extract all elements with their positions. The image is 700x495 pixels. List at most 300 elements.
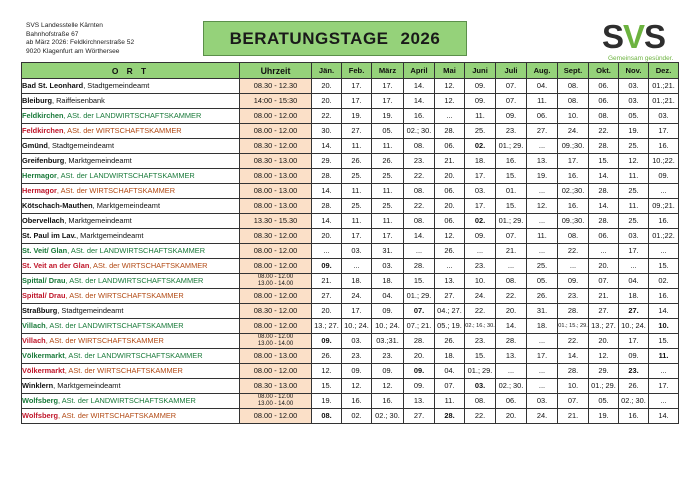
date-value: 26. — [444, 336, 455, 345]
date-cell — [312, 379, 342, 394]
time-slot: 08.00 - 12.00 — [253, 411, 298, 420]
time-cell — [240, 94, 312, 109]
date-cell — [496, 349, 527, 364]
location-name: St. Veit an der Glan — [22, 261, 90, 270]
date-value: 11. — [537, 96, 547, 105]
date-cell — [589, 319, 619, 334]
date-cell — [312, 289, 342, 304]
date-cell — [558, 199, 589, 214]
date-cell — [435, 259, 465, 274]
date-value: 24. — [567, 126, 579, 135]
date-cell — [496, 364, 527, 379]
table-row — [22, 184, 679, 199]
date-cell — [372, 364, 404, 379]
date-value: ... — [630, 261, 637, 270]
time-cell — [240, 274, 312, 289]
date-cell — [527, 319, 558, 334]
time-slot: 08.30 - 12.30 — [253, 81, 298, 90]
date-cell — [465, 259, 496, 274]
location-suffix: , ASt. der WIRTSCHAFTSKAMMER — [89, 261, 208, 270]
date-cell — [372, 289, 404, 304]
column-header-month: März — [372, 63, 404, 79]
time-cell — [240, 154, 312, 169]
table-row — [22, 244, 679, 259]
date-cell — [435, 184, 465, 199]
date-cell — [342, 199, 372, 214]
date-cell — [342, 259, 372, 274]
time-cell — [240, 379, 312, 394]
location-name: Greifenburg — [22, 156, 65, 165]
date-cell — [649, 154, 679, 169]
date-cell — [496, 229, 527, 244]
time-cell — [240, 409, 312, 424]
date-value: 03. — [628, 96, 639, 105]
date-cell — [372, 124, 404, 139]
date-cell — [435, 364, 465, 379]
date-value: 27. — [444, 291, 455, 300]
time-slot: 08.00 - 12.00 — [253, 366, 298, 375]
date-cell — [527, 349, 558, 364]
date-cell — [649, 409, 679, 424]
location-name: Feldkirchen — [22, 111, 64, 120]
location-name: Feldkirchen — [22, 126, 64, 135]
date-cell — [589, 259, 619, 274]
date-value: 05. — [598, 396, 609, 405]
date-cell — [312, 364, 342, 379]
date-value: 22. — [474, 411, 486, 420]
header-row — [22, 63, 679, 79]
date-value: 14. — [413, 81, 425, 90]
date-cell — [312, 304, 342, 319]
location-suffix: , ASt. der WIRTSCHAFTSKAMMER — [65, 291, 184, 300]
date-cell — [312, 199, 342, 214]
date-cell — [465, 349, 496, 364]
date-value: 25. — [382, 201, 393, 210]
location-cell — [22, 334, 240, 349]
location-suffix: , ASt. der LANDWIRTSCHAFTSKAMMER — [58, 396, 196, 405]
location-suffix: , ASt. der LANDWIRTSCHAFTSKAMMER — [45, 321, 184, 330]
date-cell — [527, 409, 558, 424]
date-value: 14. — [658, 411, 669, 420]
location-suffix: , ASt. der WIRTSCHAFTSKAMMER — [58, 411, 177, 420]
date-cell — [527, 169, 558, 184]
date-cell — [496, 79, 527, 94]
date-value: 20. — [321, 96, 332, 105]
date-value: 18. — [444, 351, 455, 360]
date-cell — [527, 394, 558, 409]
logo-letter-accent: V — [623, 18, 645, 55]
date-cell — [342, 79, 372, 94]
location-cell — [22, 139, 240, 154]
date-value: 11. — [628, 171, 639, 180]
location-cell — [22, 79, 240, 94]
time-cell — [240, 124, 312, 139]
date-cell — [342, 289, 372, 304]
date-value: 22. — [321, 111, 332, 120]
date-value: 20. — [444, 171, 455, 180]
date-value: 12. — [444, 231, 455, 240]
location-name: Bad St. Leonhard — [22, 81, 84, 90]
column-header-month: Juli — [496, 63, 527, 79]
date-value: ... — [660, 186, 667, 195]
date-cell — [435, 304, 465, 319]
date-value: 07. — [413, 306, 425, 315]
date-value: 12. — [536, 201, 548, 210]
date-value: 17. — [382, 231, 393, 240]
date-value: 09. — [413, 381, 425, 390]
location-suffix: , ASt. der LANDWIRTSCHAFTSKAMMER — [65, 276, 204, 285]
date-value: 11. — [351, 216, 362, 225]
date-cell — [649, 109, 679, 124]
location-cell — [22, 184, 240, 199]
date-value: 14. — [505, 321, 517, 330]
date-value: 15. — [321, 381, 332, 390]
location-suffix: , Marktgemeindeamt — [76, 231, 144, 240]
date-value: 14. — [567, 351, 579, 360]
table-row — [22, 154, 679, 169]
date-cell — [465, 274, 496, 289]
date-cell — [342, 334, 372, 349]
date-value: 14. — [321, 141, 332, 150]
date-value: ... — [353, 261, 360, 270]
time-cell — [240, 319, 312, 334]
date-value: 25. — [351, 201, 362, 210]
date-cell — [312, 184, 342, 199]
date-cell — [435, 394, 465, 409]
date-value: 25. — [351, 171, 362, 180]
column-header-month: Feb. — [342, 63, 372, 79]
date-value: 25. — [382, 171, 393, 180]
date-cell — [496, 139, 527, 154]
location-cell — [22, 394, 240, 409]
date-cell — [527, 214, 558, 229]
date-cell — [372, 304, 404, 319]
time-slot: 08.00 - 12.00 — [253, 126, 298, 135]
date-value: 18. — [628, 291, 639, 300]
date-value: 15. — [505, 171, 517, 180]
date-value: ... — [538, 141, 546, 150]
date-value: 28. — [567, 306, 579, 315]
date-cell — [496, 409, 527, 424]
date-cell — [404, 364, 435, 379]
date-value: 17. — [628, 336, 639, 345]
date-cell — [589, 199, 619, 214]
location-cell — [22, 169, 240, 184]
date-value: 10.; 24. — [344, 321, 369, 330]
location-suffix: , Stadtgemeindeamt — [57, 306, 124, 315]
date-cell — [404, 244, 435, 259]
date-cell — [589, 304, 619, 319]
table-row — [22, 394, 679, 409]
date-value: ... — [600, 246, 607, 255]
date-value: 12. — [382, 381, 393, 390]
column-header-month: Okt. — [589, 63, 619, 79]
date-value: 17. — [382, 81, 393, 90]
date-value: 26. — [444, 246, 455, 255]
date-value: 12. — [444, 81, 455, 90]
date-value: 07. — [567, 396, 579, 405]
date-cell — [342, 394, 372, 409]
date-cell — [649, 184, 679, 199]
time-slot: 08.00 - 12.00 — [253, 261, 298, 270]
date-value: 31. — [536, 306, 548, 315]
date-cell — [404, 154, 435, 169]
time-slot: 08.00 - 12.00 — [253, 291, 298, 300]
date-cell — [435, 214, 465, 229]
logo-letter: S — [644, 18, 666, 55]
date-cell — [649, 229, 679, 244]
address-line: ab März 2026: Feldkirchnerstraße 52 — [26, 39, 135, 47]
date-cell — [312, 229, 342, 244]
date-value: 26. — [536, 291, 548, 300]
date-value: 23. — [351, 351, 362, 360]
date-cell — [496, 304, 527, 319]
date-value: 16. — [382, 396, 393, 405]
date-cell — [589, 349, 619, 364]
date-value: 15. — [413, 276, 425, 285]
date-cell — [404, 229, 435, 244]
date-cell — [435, 349, 465, 364]
date-cell — [649, 304, 679, 319]
location-suffix: , Marktgemeindeamt — [92, 201, 161, 210]
date-cell — [649, 274, 679, 289]
date-cell — [496, 244, 527, 259]
date-cell — [496, 169, 527, 184]
date-cell — [372, 244, 404, 259]
date-cell — [496, 94, 527, 109]
location-name: St. Paul im Lav. — [22, 231, 77, 240]
date-value: 17. — [382, 96, 393, 105]
date-value: 06. — [598, 231, 609, 240]
date-cell — [589, 154, 619, 169]
date-cell — [619, 349, 649, 364]
date-cell — [619, 274, 649, 289]
date-value: 14. — [413, 96, 425, 105]
date-cell — [558, 349, 589, 364]
date-cell — [619, 259, 649, 274]
location-name: Hermagor — [22, 171, 57, 180]
date-cell — [342, 379, 372, 394]
column-header-month: Juni — [465, 63, 496, 79]
date-cell — [435, 409, 465, 424]
table-row — [22, 349, 679, 364]
date-value: 20. — [413, 351, 425, 360]
date-value: 23. — [567, 291, 579, 300]
date-cell — [496, 289, 527, 304]
date-value: 23. — [505, 126, 517, 135]
table-row — [22, 379, 679, 394]
date-cell — [372, 94, 404, 109]
date-value: 13. — [505, 351, 517, 360]
date-value: 01. — [505, 186, 517, 195]
date-value: 10.;22. — [652, 156, 675, 165]
date-value: 24. — [536, 411, 548, 420]
date-value: 02.; 30. — [406, 126, 432, 135]
date-value: 20. — [598, 336, 609, 345]
date-value: 16. — [567, 201, 579, 210]
date-value: 14. — [598, 171, 609, 180]
date-value: 03. — [351, 246, 362, 255]
date-value: 01.; 29. — [498, 216, 524, 225]
date-value: 16. — [658, 141, 669, 150]
date-cell — [649, 349, 679, 364]
date-cell — [372, 169, 404, 184]
date-cell — [404, 334, 435, 349]
date-value: 13. — [444, 276, 455, 285]
column-header-ort: O R T — [22, 63, 240, 79]
date-cell — [527, 199, 558, 214]
date-value: 05. — [536, 276, 548, 285]
location-name: Villach — [22, 321, 46, 330]
location-name: St. Veit/ Glan — [22, 246, 68, 255]
table-row — [22, 139, 679, 154]
column-header-month: Nov. — [619, 63, 649, 79]
date-value: 02.; 16.; 30. — [465, 323, 495, 329]
date-value: 09. — [382, 366, 393, 375]
date-cell — [558, 244, 589, 259]
date-cell — [404, 109, 435, 124]
date-value: 06. — [444, 141, 455, 150]
date-cell — [496, 334, 527, 349]
date-value: 17. — [628, 246, 639, 255]
date-cell — [435, 169, 465, 184]
table-row — [22, 274, 679, 289]
date-value: ... — [538, 336, 546, 345]
date-cell — [558, 229, 589, 244]
date-value: 10. — [474, 276, 486, 285]
table-row — [22, 94, 679, 109]
schedule-body — [22, 79, 679, 424]
time-cell — [240, 334, 312, 349]
column-header-uhrzeit: Uhrzeit — [240, 63, 312, 79]
date-value: 24. — [351, 291, 362, 300]
date-value: 03. — [474, 186, 486, 195]
date-value: 07. — [505, 81, 517, 90]
date-value: 09.;21. — [652, 201, 675, 210]
date-cell — [496, 184, 527, 199]
date-cell — [589, 169, 619, 184]
date-value: 27. — [628, 306, 639, 315]
location-suffix: , ASt. der LANDWIRTSCHAFTSKAMMER — [67, 246, 206, 255]
date-cell — [404, 349, 435, 364]
date-value: ... — [446, 261, 453, 270]
date-cell — [527, 124, 558, 139]
date-cell — [372, 109, 404, 124]
location-name: Gmünd — [22, 141, 48, 150]
date-cell — [589, 334, 619, 349]
date-cell — [465, 304, 496, 319]
location-suffix: , Marktgemeindeamt — [64, 216, 132, 225]
date-value: 06. — [598, 81, 609, 90]
date-value: 07. — [505, 96, 517, 105]
date-value: 12. — [628, 156, 639, 165]
date-value: ... — [569, 261, 577, 270]
date-cell — [589, 409, 619, 424]
date-cell — [312, 319, 342, 334]
date-cell — [435, 139, 465, 154]
date-value: ... — [538, 186, 546, 195]
date-value: 03. — [536, 396, 548, 405]
date-cell — [619, 244, 649, 259]
date-cell — [312, 334, 342, 349]
time-slot: 08.00 - 12.00 — [257, 274, 294, 281]
date-cell — [619, 319, 649, 334]
date-cell — [342, 124, 372, 139]
date-value: 18. — [536, 321, 548, 330]
date-cell — [496, 154, 527, 169]
date-cell — [589, 79, 619, 94]
date-value: 09.;30. — [561, 216, 585, 225]
date-cell — [589, 109, 619, 124]
time-cell — [240, 229, 312, 244]
date-cell — [465, 409, 496, 424]
date-cell — [589, 184, 619, 199]
date-cell — [649, 394, 679, 409]
date-cell — [312, 259, 342, 274]
date-cell — [496, 214, 527, 229]
date-cell — [527, 304, 558, 319]
date-cell — [312, 94, 342, 109]
date-value: 16. — [567, 171, 579, 180]
date-cell — [404, 124, 435, 139]
date-value: 21. — [567, 411, 579, 420]
date-value: 09. — [474, 96, 486, 105]
date-value: 13. — [536, 156, 548, 165]
date-cell — [465, 364, 496, 379]
date-cell — [404, 79, 435, 94]
date-cell — [465, 199, 496, 214]
date-value: 01.; 29. — [406, 291, 432, 300]
date-cell — [342, 409, 372, 424]
date-cell — [527, 379, 558, 394]
date-value: 14. — [598, 201, 609, 210]
date-value: ... — [507, 261, 515, 270]
date-value: 07.; 21. — [406, 321, 432, 330]
date-value: 11. — [351, 186, 362, 195]
date-cell — [558, 214, 589, 229]
date-value: 03. — [382, 261, 393, 270]
time-cell — [240, 364, 312, 379]
date-cell — [404, 94, 435, 109]
date-value: 14. — [658, 306, 669, 315]
date-value: 17. — [658, 126, 669, 135]
date-value: 22. — [567, 246, 579, 255]
date-cell — [496, 274, 527, 289]
date-value: 28. — [598, 216, 609, 225]
date-cell — [558, 304, 589, 319]
date-cell — [619, 334, 649, 349]
date-value: 08. — [474, 396, 486, 405]
date-cell — [372, 139, 404, 154]
date-value: ... — [415, 246, 423, 255]
date-value: 08. — [567, 81, 579, 90]
date-cell — [649, 79, 679, 94]
date-value: 16. — [628, 411, 639, 420]
date-value: 17. — [474, 201, 486, 210]
location-cell — [22, 199, 240, 214]
date-value: 16. — [505, 156, 517, 165]
address-block — [26, 22, 134, 56]
date-value: 25. — [474, 126, 486, 135]
date-value: 08. — [505, 276, 517, 285]
date-value: 16. — [351, 396, 362, 405]
date-cell — [372, 379, 404, 394]
date-value: 02. — [351, 411, 362, 420]
date-value: 15. — [658, 336, 669, 345]
date-cell — [372, 334, 404, 349]
date-cell — [465, 139, 496, 154]
date-value: 22. — [505, 291, 517, 300]
